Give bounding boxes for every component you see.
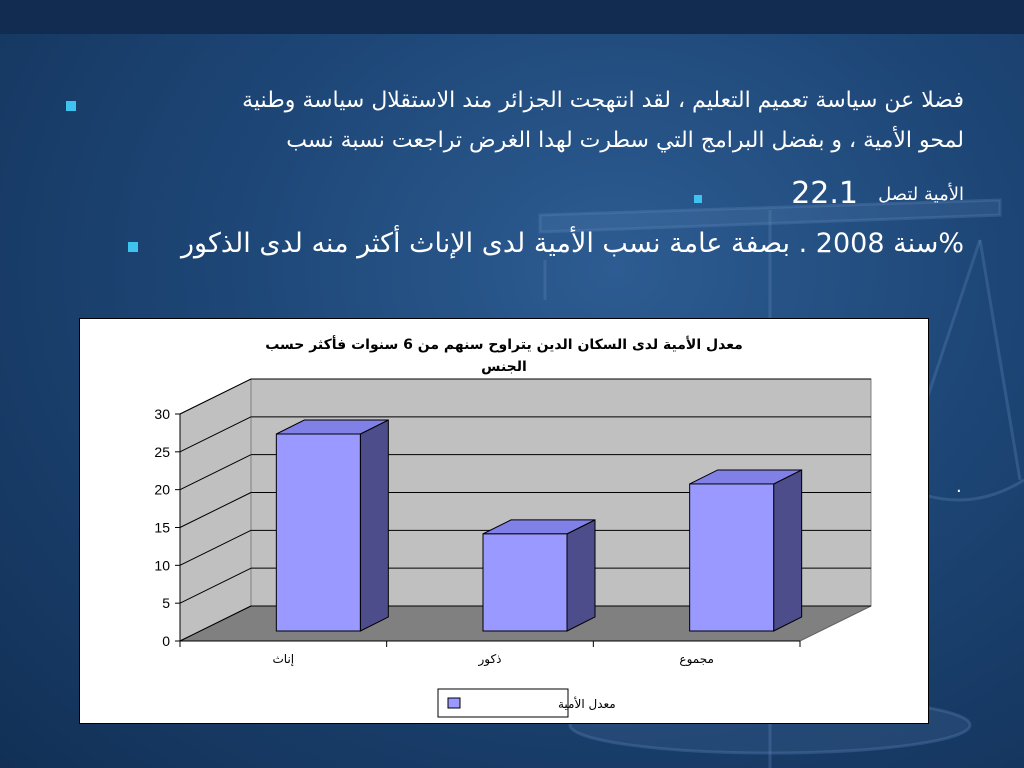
bar	[690, 484, 774, 631]
trailing-mark: .	[956, 476, 962, 497]
body-text-line-4: %سنة 2008 . بصفة عامة نسب الأمية لدى الإناث أكثر منه لدى الذكور	[181, 228, 964, 259]
y-tick-label: 15	[154, 519, 170, 536]
body-text-line-1: فضلا عن سياسة تعميم التعليم ، لقد انتهجت الجزائر مند الاستقلال سياسة وطنية	[242, 88, 964, 113]
chart-container	[79, 318, 929, 724]
bar-chart	[80, 319, 928, 723]
x-tick-label: ذكور	[478, 652, 502, 666]
bullet-1	[66, 101, 76, 111]
y-tick-label: 20	[154, 481, 170, 498]
y-tick-label: 0	[162, 633, 170, 649]
y-tick-label: 25	[154, 443, 170, 460]
legend-swatch	[448, 698, 460, 708]
y-tick-label: 10	[154, 557, 170, 574]
bar-side	[774, 470, 802, 631]
y-tick-label: 30	[154, 406, 170, 422]
bar	[483, 534, 567, 631]
chart-title-line-1: معدل الأمية لدى السكان الدين يتراوح سنهم من 6 سنوات فأكثر حسب	[265, 337, 743, 353]
y-tick-label: 5	[162, 595, 170, 612]
body-text-line-2: لمحو الأمية ، و بفضل البرامج التي سطرت لهدا الغرض تراجعت نسبة نسب	[286, 128, 964, 153]
illiteracy-rate-value: 22.1	[791, 176, 858, 211]
body-text-line-3: الأمية لتصل	[878, 184, 964, 205]
legend	[438, 689, 616, 717]
chart-title-line-2: الجنس	[481, 359, 527, 375]
legend-label: معدل الأمية	[558, 697, 616, 711]
x-tick-label: إناث	[272, 652, 295, 666]
bullet-2	[694, 195, 702, 203]
bullet-3	[128, 242, 138, 252]
x-tick-label: مجموع	[679, 652, 714, 666]
bar	[276, 434, 360, 631]
bar-side	[360, 420, 388, 631]
bar-side	[567, 520, 595, 631]
